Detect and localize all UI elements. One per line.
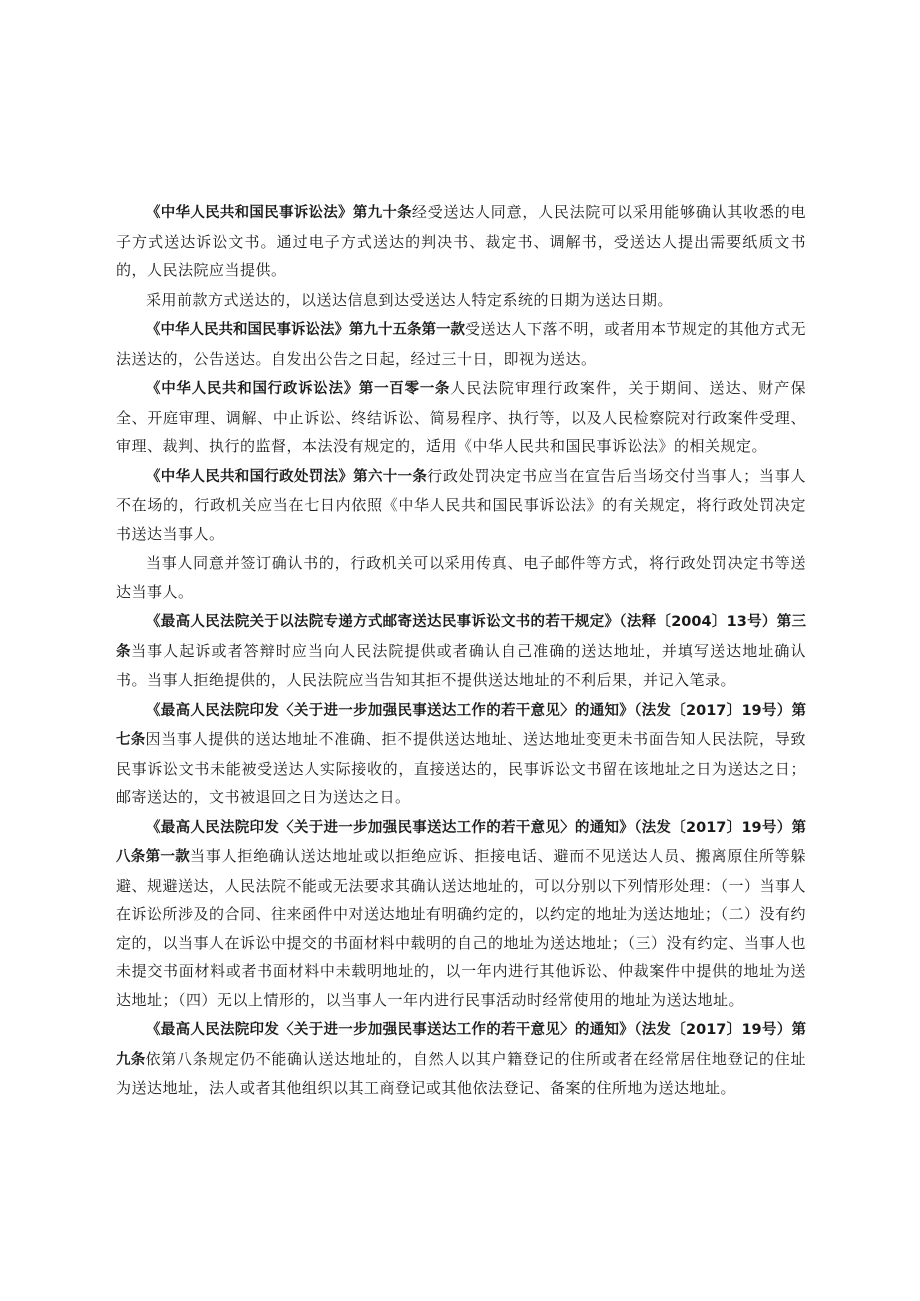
paragraph-citation: 《最高人民法院印发〈关于进一步加强民事送达工作的若干意见〉的通知》（法发〔2017〕19号）第八条第一款 [116,819,806,865]
paragraph-text: 依第八条规定仍不能确认送达地址的，自然人以其户籍登记的住所或者在经常居住地登记的住址为送达地址，法人或者其他组织以其工商登记或其他依法登记、备案的住所地为送达地址。 [116,1049,806,1097]
paragraph-4 [116,374,806,461]
paragraph-text: 因当事人提供的送达地址不准确、拒不提供送达地址、送达地址变更未书面告知人民法院，导致民事诉讼文书未能被受送达人实际接收的，直接送达的，民事诉讼文书留在该地址之日为送达之日；邮寄送达的，文书被退回之日为送达之日。 [116,730,806,806]
paragraph-2 [116,286,806,315]
paragraph-text: 行政处罚决定书应当在宣告后当场交付当事人；当事人不在场的，行政机关应当在七日内依照《中华人民共和国民事诉讼法》的有关规定，将行政处罚决定书送达当事人。 [116,466,806,543]
paragraph-1 [116,198,806,285]
paragraph-text: 当事人拒绝确认送达地址或以拒绝应诉、拒接电话、避而不见送达人员、搬离原住所等躲避、规避送达，人民法院不能或无法要求其确认送达地址的，可以分别以下列情形处理：（一）当事人在诉讼所涉及的合同、往来函件中对送达地址有明确约定的，以约定的地址为送达地址；（二）没有约定的，以当事人在诉讼中提交的书面材料中载明的自己的地址为送达地址；（三）没有约定、当事人也未提交书面材料或者书面材料中未载明地址的，以一年内进行其他诉讼、仲裁案件中提供的地址为送达地址；（四）无以上情形的，以当事人一年内进行民事活动时经常使用的地址为送达地址。 [116,847,807,1009]
document-body [116,198,806,1103]
paragraph-citation: 《中华人民共和国民事诉讼法》第九十五条第一款 [146,322,465,338]
paragraph-text: 当事人起诉或者答辩时应当向人民法院提供或者确认自己准确的送达地址，并填写送达地址确认书。当事人拒绝提供的，人民法院应当告知其拒不提供送达地址的不利后果，并记入笔录。 [116,641,806,689]
paragraph-citation: 《最高人民法院印发〈关于进一步加强民事送达工作的若干意见〉的通知》（法发〔2017〕19号）第九条 [116,1022,806,1068]
paragraph-8 [116,696,806,812]
paragraph-text: 人民法院审理行政案件，关于期间、送达、财产保全、开庭审理、调解、中止诉讼、终结诉讼、简易程序、执行等，以及人民检察院对行政案件受理、审理、裁判、执行的监督，本法没有规定的，适用《中华人民共和国民事诉讼法》的相关规定。 [116,379,806,455]
paragraph-text: 采用前款方式送达的，以送达信息到达受送达人特定系统的日期为送达日期。 [146,290,674,309]
paragraph-citation: 《中华人民共和国行政诉讼法》第一百零一条 [146,381,451,397]
paragraph-citation: 《最高人民法院印发〈关于进一步加强民事送达工作的若干意见〉的通知》（法发〔2017〕19号）第七条 [116,702,806,748]
paragraph-10 [116,1015,806,1103]
paragraph-3 [116,315,806,373]
paragraph-text: 当事人同意并签订确认书的，行政机关可以采用传真、电子邮件等方式，将行政处罚决定书等送达当事人。 [116,554,806,601]
paragraph-text: 受送达人下落不明，或者用本节规定的其他方式无法送达的，公告送达。自发出公告之日起，经过三十日，即视为送达。 [116,320,807,368]
paragraph-text: 经受送达人同意，人民法院可以采用能够确认其收悉的电子方式送达诉讼文书。通过电子方式送达的判决书、裁定书、调解书，受送达人提出需要纸质文书的，人民法院应当提供。 [116,203,806,279]
paragraph-citation: 《中华人民共和国行政处罚法》第六十一条 [146,468,428,485]
paragraph-6 [116,549,806,606]
paragraph-citation: 《最高人民法院关于以法院专递方式邮寄送达民事诉讼文书的若干规定》（法释〔2004〕13号）第三条 [116,614,806,660]
paragraph-citation: 《中华人民共和国民事诉讼法》第九十条 [146,205,412,221]
paragraph-7 [116,607,806,695]
paragraph-9 [116,813,806,1015]
paragraph-5 [116,462,806,549]
